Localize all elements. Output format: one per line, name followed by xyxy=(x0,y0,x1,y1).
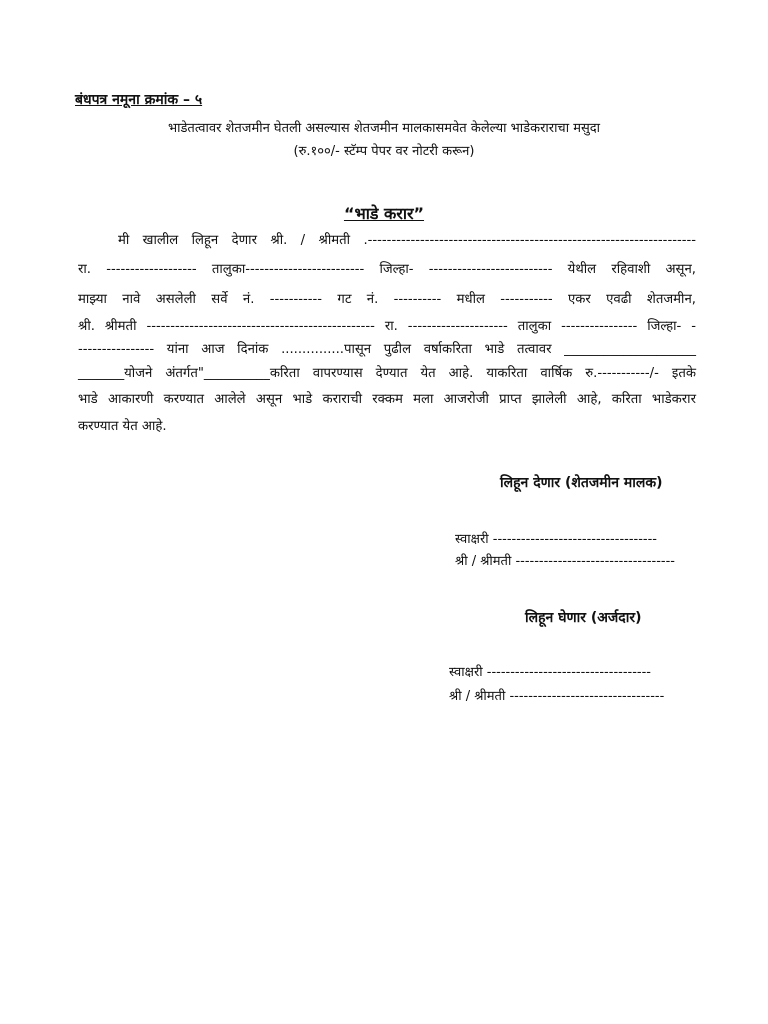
agreement-line: _______योजने अंतर्गत"__________करिता वापरण्यास देण्यात येत आहे. याकरिता वार्षिक रु.-----------/- इतके xyxy=(78,366,696,381)
owner-signature-heading: लिहून देणार (शेतजमीन मालक) xyxy=(500,475,663,491)
owner-signature-line: स्वाक्षरी ----------------------------------- xyxy=(455,532,657,547)
document-title: “भाडे करार” xyxy=(343,204,425,223)
owner-name-line: श्री / श्रीमती ---------------------------------- xyxy=(455,554,675,569)
agreement-line: ---------------- यांना आज दिनांक ...............पासून पुढील वर्षाकरिता भाडे तत्वावर ____________________ xyxy=(78,342,696,357)
agreement-line: श्री. श्रीमती ------------------------------------------------ रा. --------------------- तालुका ---------------- जिल्हा- - xyxy=(78,319,696,334)
applicant-name-line: श्री / श्रीमती --------------------------------- xyxy=(449,689,665,704)
applicant-signature-line: स्वाक्षरी ----------------------------------- xyxy=(449,665,651,680)
document-subtitle: भाडेतत्वावर शेतजमीन घेतली असल्यास शेतजमीन मालकासमवेत केलेल्या भाडेकराराचा मसुदा xyxy=(167,121,601,136)
agreement-line: रा. ------------------- तालुका------------------------- जिल्हा- -------------------------- येथील रहिवाशी असून, xyxy=(78,262,696,277)
applicant-signature-heading: लिहून घेणार (अर्जदार) xyxy=(525,610,642,626)
form-number: बंधपत्र नमूना क्रमांक – ५ xyxy=(75,92,203,108)
agreement-line: भाडे आकारणी करण्यात आलेले असून भाडे कराराची रक्कम मला आजरोजी प्राप्त झालेली आहे, करिता भाडेकरार xyxy=(78,392,696,407)
agreement-line: मी खालील लिहून देणार श्री. / श्रीमती .--------------------------------------------------------------------- xyxy=(118,233,696,248)
agreement-line: माझ्या नावे असलेली सर्वे नं. ----------- गट नं. ---------- मधील ----------- एकर एवढी शेतजमीन, xyxy=(78,292,696,307)
stamp-paper-note: (रु.१००/- स्टॅम्प पेपर वर नोटरी करून) xyxy=(293,144,475,159)
agreement-line: करण्यात येत आहे. xyxy=(78,419,167,434)
